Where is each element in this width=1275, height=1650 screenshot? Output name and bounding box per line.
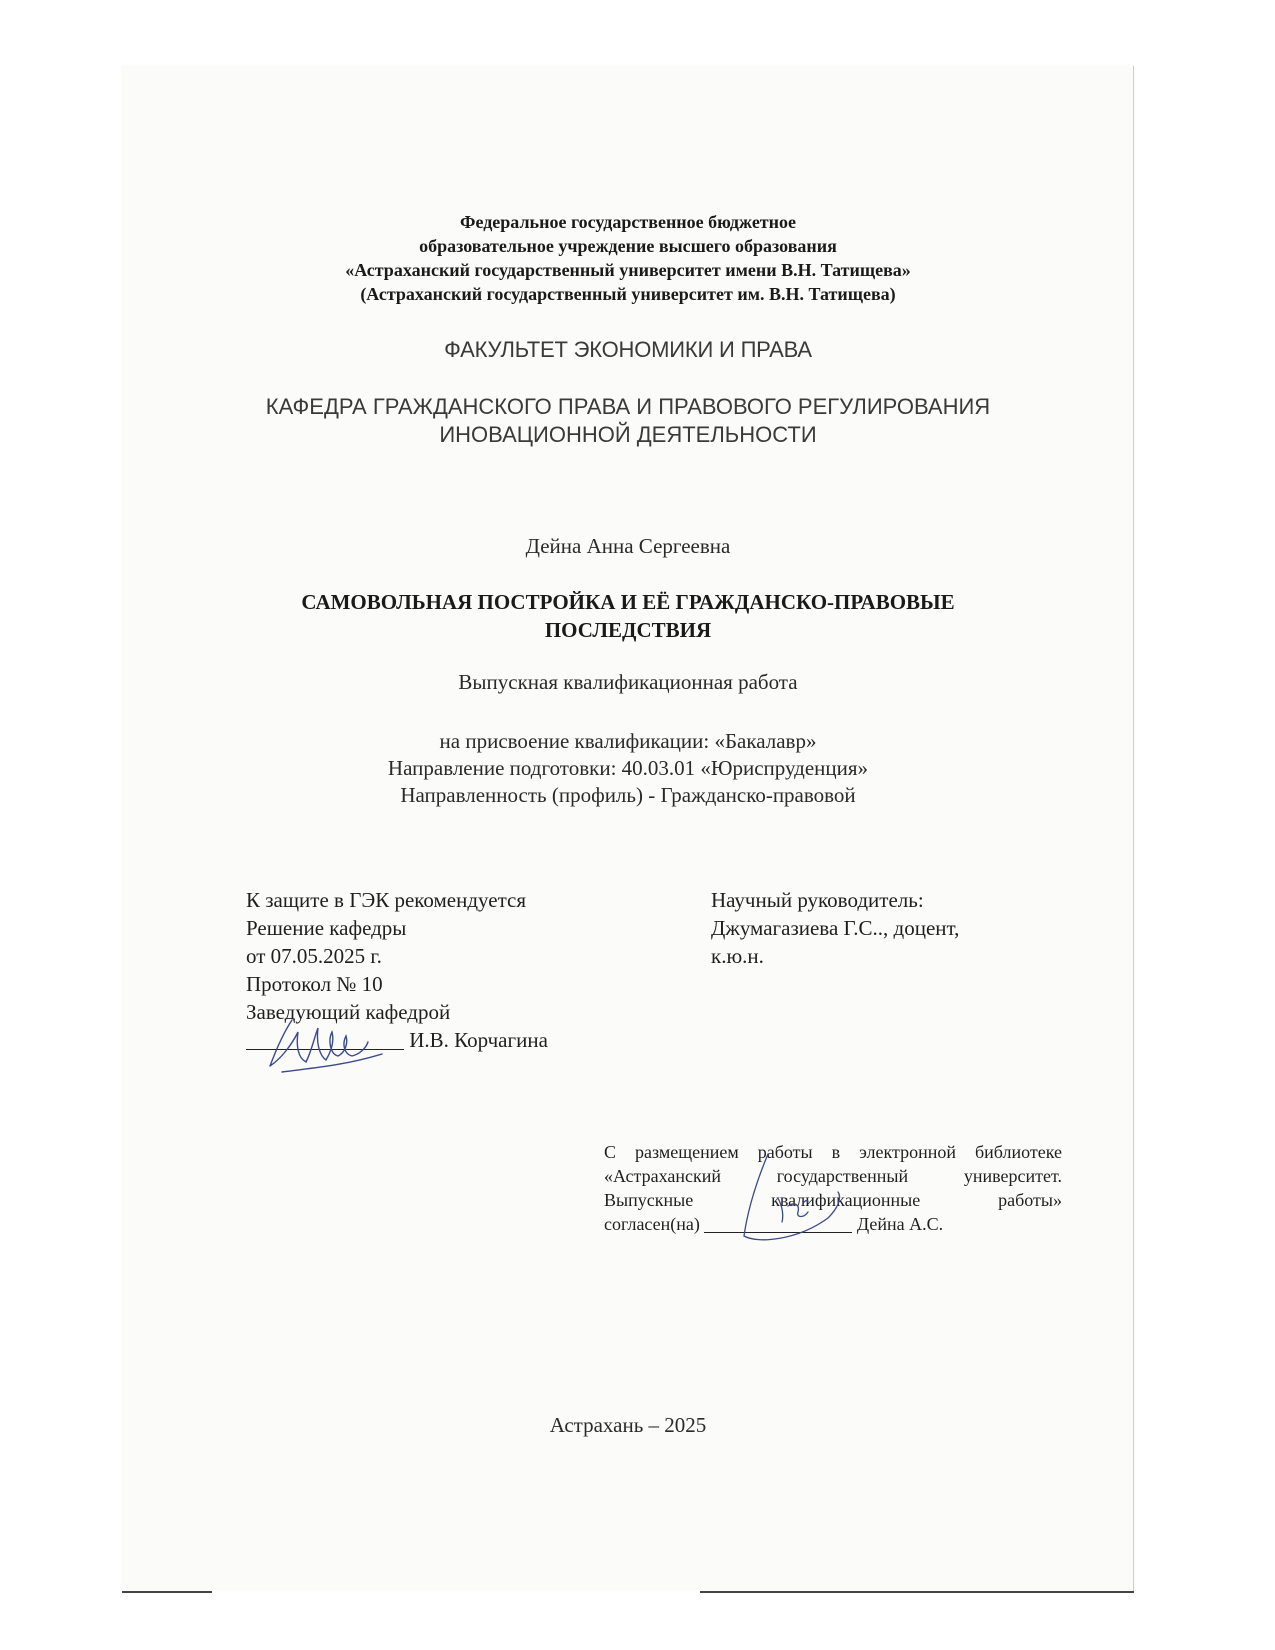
header-line: Федеральное государственное бюджетное [459,212,797,232]
profile-line: Направленность (профиль) - Гражданско-правовой [400,783,856,807]
consent-label: согласен(на) [604,1214,700,1234]
head-of-department-name: И.В. Корчагина [409,1028,548,1052]
qualification-line: на присвоение квалификации: «Бакалавр» [439,729,817,753]
title-line: ПОСЛЕДСТВИЯ [544,618,712,642]
supervisor-degree: к.ю.н. [711,944,764,968]
header-line: (Астраханский государственный университет им. В.Н. Татищева) [360,284,896,304]
department-line: ИНОВАЦИОННОЙ ДЕЯТЕЛЬНОСТИ [439,422,817,447]
author-name: Дейна Анна Сергеевна [525,534,731,558]
student-signature [738,1148,848,1248]
header-line: образовательное учреждение высшего образования [419,236,837,256]
city-year: Астрахань – 2025 [549,1413,707,1437]
thesis-title [122,588,1134,644]
head-of-department-label: Заведующий кафедрой [246,1000,451,1024]
consent-line: Выпускные квалификационные работы» [604,1190,1062,1210]
defense-date: от 07.05.2025 г. [246,944,382,968]
qualification-info [122,728,1134,809]
page-edge-bottom-right [700,1591,1134,1593]
defense-line: К защите в ГЭК рекомендуется [246,888,527,912]
student-name: Дейна А.С. [856,1214,944,1234]
direction-line: Направление подготовки: 40.03.01 «Юриспруденция» [387,756,869,780]
defense-line: Решение кафедры [246,916,407,940]
header-line: «Астраханский государственный университет имени В.Н. Татищева» [345,260,911,280]
work-type: Выпускная квалификационная работа [458,670,798,694]
consent-line: «Астраханский государственный университет. [604,1166,1062,1186]
consent-line: С размещением работы в электронной библиотеке [604,1142,1062,1162]
protocol-number: Протокол № 10 [246,972,383,996]
department-line: КАФЕДРА ГРАЖДАНСКОГО ПРАВА И ПРАВОВОГО РЕГУЛИРОВАНИЯ [265,394,991,419]
institution-header [122,210,1134,306]
page-edge-bottom [122,1591,212,1593]
supervisor-label: Научный руководитель: [711,888,924,912]
department-name [122,393,1134,449]
supervisor-name: Джумагазиева Г.С.., доцент, [711,916,960,940]
faculty-name: ФАКУЛЬТЕТ ЭКОНОМИКИ И ПРАВА [444,337,812,362]
supervisor-info [711,886,959,970]
head-signature [262,1010,392,1080]
title-line: САМОВОЛЬНАЯ ПОСТРОЙКА И ЕЁ ГРАЖДАНСКО-ПРАВОВЫЕ [301,590,955,614]
